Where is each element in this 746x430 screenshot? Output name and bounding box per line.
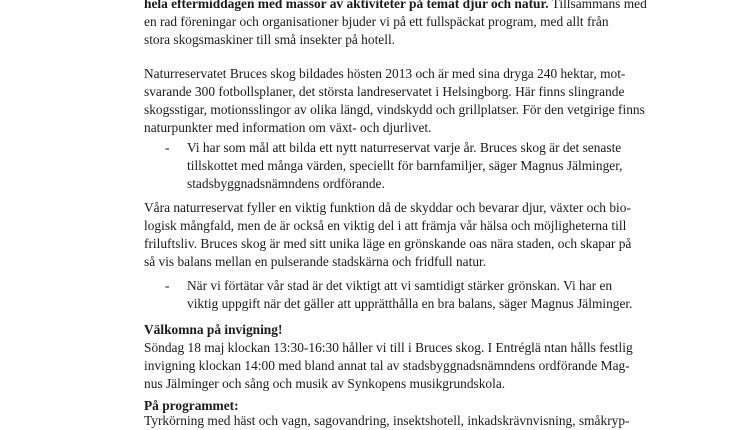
welcome-line-1: Söndag 18 maj klockan 13:30-16:30 håller vi till i Bruces skog. I Entréglä ntan hålls festlig <box>144 340 633 355</box>
para2-line-4: så vis balans mellan en pulserande stadskärna och fridfull natur. <box>144 254 487 269</box>
intro-bold-text: hela eftermiddagen med massor av aktiviteter på temat djur och natur. <box>144 0 549 11</box>
quote1-line-2: tillskottet med många värden, speciellt för barnfamiljer, säger Magnus Jälminger, <box>187 158 623 173</box>
quote2-line-1: När vi förtätar vår stad är det viktigt att vi samtidigt stärker grönskan. Vi har en <box>187 278 613 293</box>
program-heading: På programmet: <box>144 398 239 413</box>
intro-line-2: en rad föreningar och organisationer bjuder vi på ett fullspäckat program, med allt från <box>144 14 609 29</box>
para2-line-1: Våra naturreservat fyller en viktig funktion då de skyddar och bevarar djur, växter och bio- <box>144 200 631 215</box>
para2-line-2: logisk mångfald, men de är också en viktig del i att främja vår hälsa och möjligheterna till <box>144 218 627 233</box>
para1-line-2: svarande 300 fotbollsplaner, det största landreservatet i Helsingborg. Här finns slingrande <box>144 84 625 99</box>
intro-line-3: stora skogsmaskiner till små insekter på hotell. <box>144 32 396 47</box>
para1-line-3: skogsstigar, motionsslingor av olika längd, vindskydd och grillplatser. För den vetgirige finns <box>144 102 645 117</box>
welcome-line-3: nus Jälminger och sång och musik av Synkopens musikgrundskola. <box>144 376 506 391</box>
quote2-dash: - <box>165 278 170 293</box>
welcome-line-2: invigning klockan 14:00 med bland annat tal av stadsbyggnadsnämndens ordförande Mag- <box>144 358 630 373</box>
intro-line-1 <box>144 0 647 13</box>
quote1-line-3: stadsbyggnadsnämndens ordförande. <box>187 176 385 191</box>
quote2-line-2: viktig uppgift när det gäller att upprätthålla en bra balans, säger Magnus Jälminger. <box>187 296 633 311</box>
quote1-dash: - <box>165 140 170 155</box>
para1-line-1: Naturreservatet Bruces skog bildades hösten 2013 och är med sina dryga 240 hektar, mot- <box>144 66 626 81</box>
para1-line-4: naturpunkter med information om växt- och djurlivet. <box>144 120 432 135</box>
quote1-line-1: Vi har som mål att bilda ett nytt naturreservat varje år. Bruces skog är det senaste <box>187 140 622 155</box>
welcome-heading: Välkomna på invigning! <box>144 322 283 337</box>
program-partial-line: Tyrkörning med häst och vagn, sagovandring, insektshotell, inkadskrävnvisning, småkryp- <box>144 413 630 428</box>
intro-rest-text: Tillsammans med <box>548 0 647 11</box>
para2-line-3: friluftsliv. Bruces skog är med sitt unika läge en grönskande oas nära staden, och skapar på <box>144 236 632 251</box>
